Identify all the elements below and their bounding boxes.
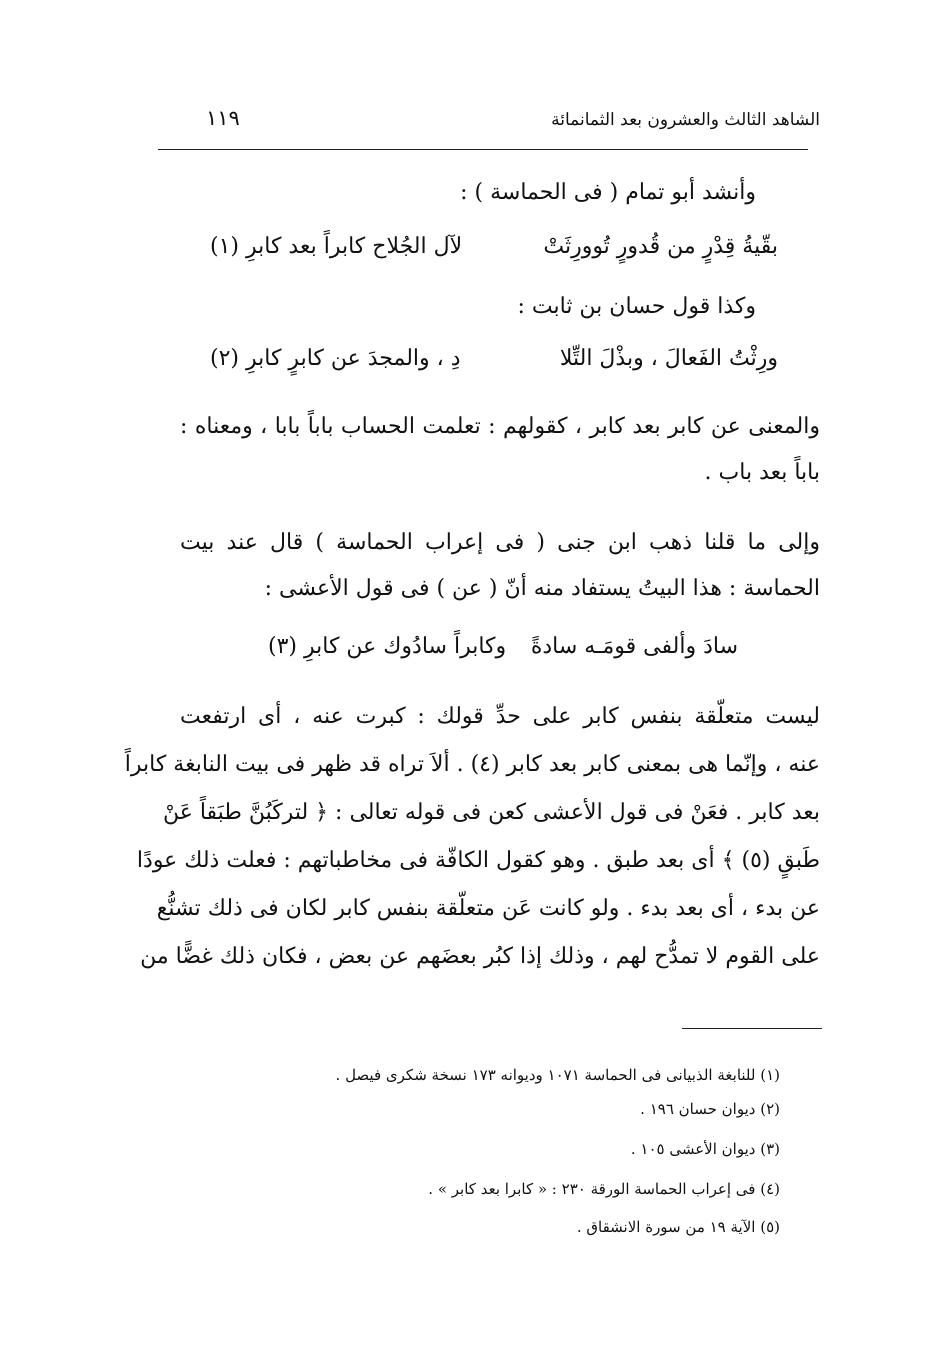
paragraph-3-line-6: على القوم لا تمدُّح لهم ، وذلك إذا كبُر بعضَهم عن بعض ، فكان ذلك غضًّا من — [140, 944, 820, 969]
paragraph-2-line-2: الحماسة : هذا البيتُ يستفاد منه أنّ ( عن ) فى قول الأعشى : — [264, 576, 820, 601]
verse-2-first-hemistich: ورِثْتُ الفَعالَ ، وبذْلَ التِّلا — [559, 346, 778, 371]
footnote-3: (٣) ديوان الأعشى ١٠٥ . — [630, 1140, 780, 1158]
paragraph-3-line-2: عنه ، وإنّما هى بمعنى كابر بعد كابر (٤) . ألاَ تراه قد ظهر فى بيت النابغة كابراً — [124, 752, 820, 777]
running-header — [158, 104, 820, 138]
footnote-4: (٤) فى إعراب الحماسة الورقة ٢٣٠ : « كابرا بعد كابر » . — [428, 1180, 780, 1198]
paragraph-2-line-1: وإلى ما قلنا ذهب ابن جنى ( فى إعراب الحماسة ) قال عند بيت — [180, 530, 820, 555]
page-number: ١١٩ — [206, 106, 240, 130]
intro-line-1: وأنشد أبو تمام ( فى الحماسة ) : — [460, 180, 756, 205]
paragraph-3-line-5: عن بدء ، أى بعد بدء . ولو كانت عَن متعلّقة بنفس كابر لكان فى ذلك تشنُّع — [156, 896, 820, 921]
footnote-2: (٢) ديوان حسان ١٩٦ . — [640, 1100, 780, 1118]
paragraph-1-line-1: والمعنى عن كابر بعد كابر ، كقولهم : تعلمت الحساب باباً بابا ، ومعناه : — [180, 414, 820, 439]
verse-1-first-hemistich: بقّيةُ قِدْرٍ من قُدورٍ تُوورِثَتْ — [543, 234, 778, 259]
paragraph-3-line-4: طَبقٍ (٥) ﴾ أى بعد طبق . وهو كقول الكافّة فى مخاطباتهم : فعلت ذلك عودًا — [136, 848, 820, 873]
verse-3-first-hemistich: سادَ وألفى قومَـه سادةً — [530, 634, 738, 659]
footnote-1: (١) للنابغة الذبيانى فى الحماسة ١٠٧١ وديوانه ١٧٣ نسخة شكرى فيصل . — [335, 1066, 780, 1084]
footnote-rule — [682, 1028, 822, 1029]
verse-1-second-hemistich: لآل الجُلاح كابراً بعد كابرِ (١) — [210, 234, 463, 259]
verse-1 — [210, 234, 778, 270]
verse-2-second-hemistich: دِ ، والمجدَ عن كابرٍ كابرِ (٢) — [210, 346, 461, 371]
header-rule — [158, 149, 808, 150]
verse-2 — [210, 346, 778, 382]
chapter-title: الشاهد الثالث والعشرون بعد الثمانمائة — [551, 110, 820, 130]
intro-line-2: وكذا قول حسان بن ثابت : — [517, 294, 756, 319]
verse-3 — [268, 634, 738, 670]
verse-3-second-hemistich: وكابراً سادُوك عن كابرِ (٣) — [268, 634, 507, 659]
paragraph-3-line-1: ليست متعلّقة بنفس كابر على حدِّ قولك : كبرت عنه ، أى ارتفعت — [180, 704, 820, 729]
paragraph-1-line-2: باباً بعد باب . — [704, 460, 820, 485]
footnote-5: (٥) الآية ١٩ من سورة الانشقاق . — [576, 1218, 780, 1236]
paragraph-3-line-3: بعد كابر . فعَنْ فى قول الأعشى كعن فى قوله تعالى : ﴿ لتركَبُنَّ طبَقاً عَنْ — [162, 800, 820, 825]
